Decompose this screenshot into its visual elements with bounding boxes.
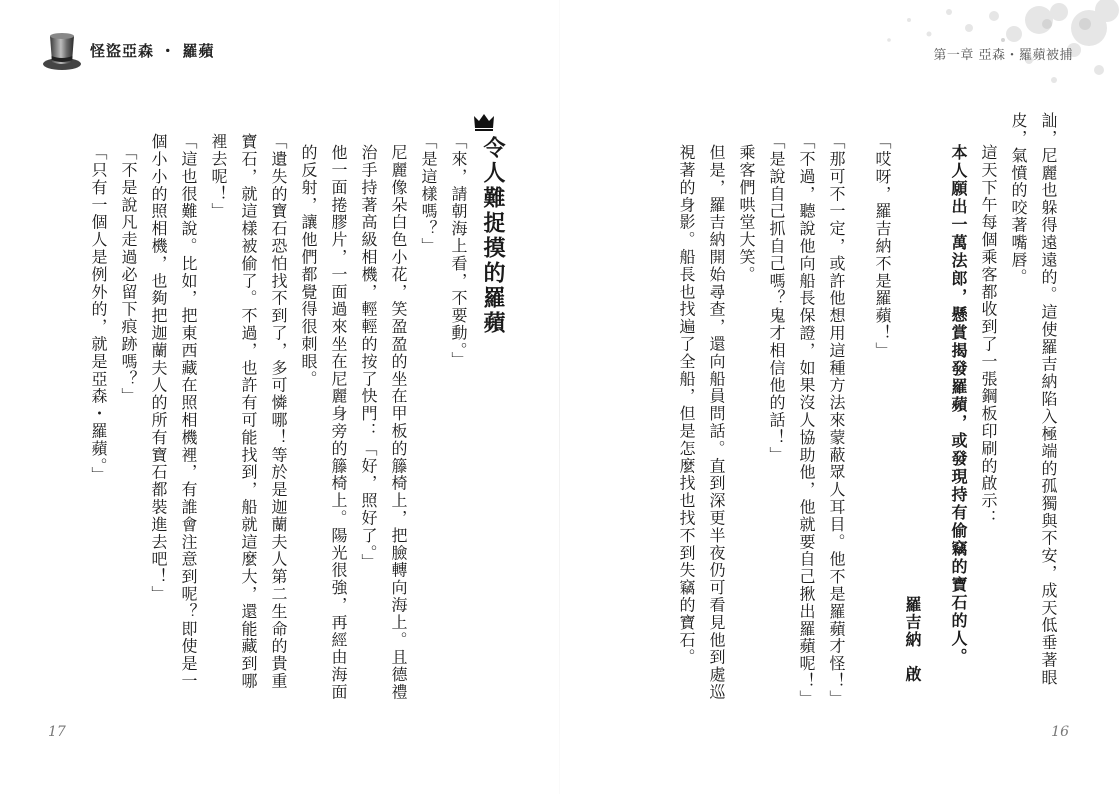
page-number-right: 16 — [1051, 724, 1069, 740]
notice-text: 本人願出一萬法郎，懸賞揭發羅蘋，或發現持有偷竊的寶石的人。 — [949, 144, 968, 666]
top-hat-icon — [40, 28, 84, 72]
dialogue-line: 「來，請朝海上看，不要動。」 — [449, 132, 468, 369]
dialogue-line: 「只有一個人是例外的，就是亞森・羅蘋。」 — [89, 144, 108, 484]
section-heading-text: 令人難捉摸的羅蘋 — [480, 136, 505, 336]
chapter-title: 第一章 亞森・羅蘋被捕 — [933, 48, 1073, 63]
dialogue-line: 「這也很難說。比如，把東西藏在照相機裡，有誰會注意到呢？即使是一個小小的照相機，也夠把迦蘭夫人的所有寶石都裝進去吧！」 — [149, 132, 198, 690]
book-title: 怪盜亞森 ・ 羅蘋 — [90, 41, 215, 60]
dialogue-line: 「是這樣嗎？」 — [419, 132, 438, 255]
dialogue-line: 「那可不一定，或許他想用這種方法來蒙蔽眾人耳目。他不是羅蘋才怪！」 — [827, 132, 846, 707]
section-heading — [473, 112, 511, 702]
dialogue-line: 「不是說凡走過必留下痕跡嗎？」 — [119, 144, 138, 405]
page-gutter — [559, 0, 560, 794]
book-header — [40, 26, 214, 74]
left-page-text — [41, 112, 511, 702]
crown-icon — [481, 112, 503, 132]
dialogue-line: 「遺失的寶石恐怕找不到了，多可憐哪！等於是迦蘭夫人第二生命的貴重寶石，就這樣被偷了。不過，也許有可能找到，船就這麼大，還能藏到哪裡去呢！」 — [209, 132, 288, 690]
paragraph: 但是，羅吉納開始尋查，還向船員問話。直到深更半夜仍可看見他到處巡視著的身影。船長也找遍了全船，但是怎麼找也找不到失竊的寶石。 — [677, 144, 726, 701]
dialogue-line: 「是說自己抓自己嗎？鬼才相信他的話！」 — [767, 132, 786, 464]
dialogue-line: 「不過，聽說他向船長保證，如果沒人協助他，他就要自己揪出羅蘋呢！」 — [797, 132, 816, 707]
page-number-left: 17 — [48, 724, 66, 740]
paragraph: 他一面捲膠片，一面過來坐在尼麗身旁的籐椅上。陽光很強，再經由海面的反射，讓他們都覺得很刺眼。 — [299, 144, 348, 701]
dialogue-line: 「哎呀，羅吉納不是羅蘋！」 — [873, 132, 892, 359]
right-page-text — [593, 112, 1063, 707]
paragraph: 這天下午每個乘客都收到了一張鋼板印刷的啟示： — [979, 144, 998, 527]
paragraph: 乘客們哄堂大笑。 — [737, 144, 756, 284]
paragraph: 尼麗像朵白色小花，笑盈盈的坐在甲板的籐椅上，把臉轉向海上。且德禮治手持著高級相機，輕輕的按了快門：「好，照好了。」 — [359, 144, 408, 701]
paragraph: 訕，尼麗也躲得遠遠的。這使羅吉納陷入極端的孤獨與不安，成天低垂著眼皮，氣憤的咬著嘴唇。 — [1009, 112, 1058, 687]
notice-signature: 羅吉納 啟 — [903, 595, 922, 683]
